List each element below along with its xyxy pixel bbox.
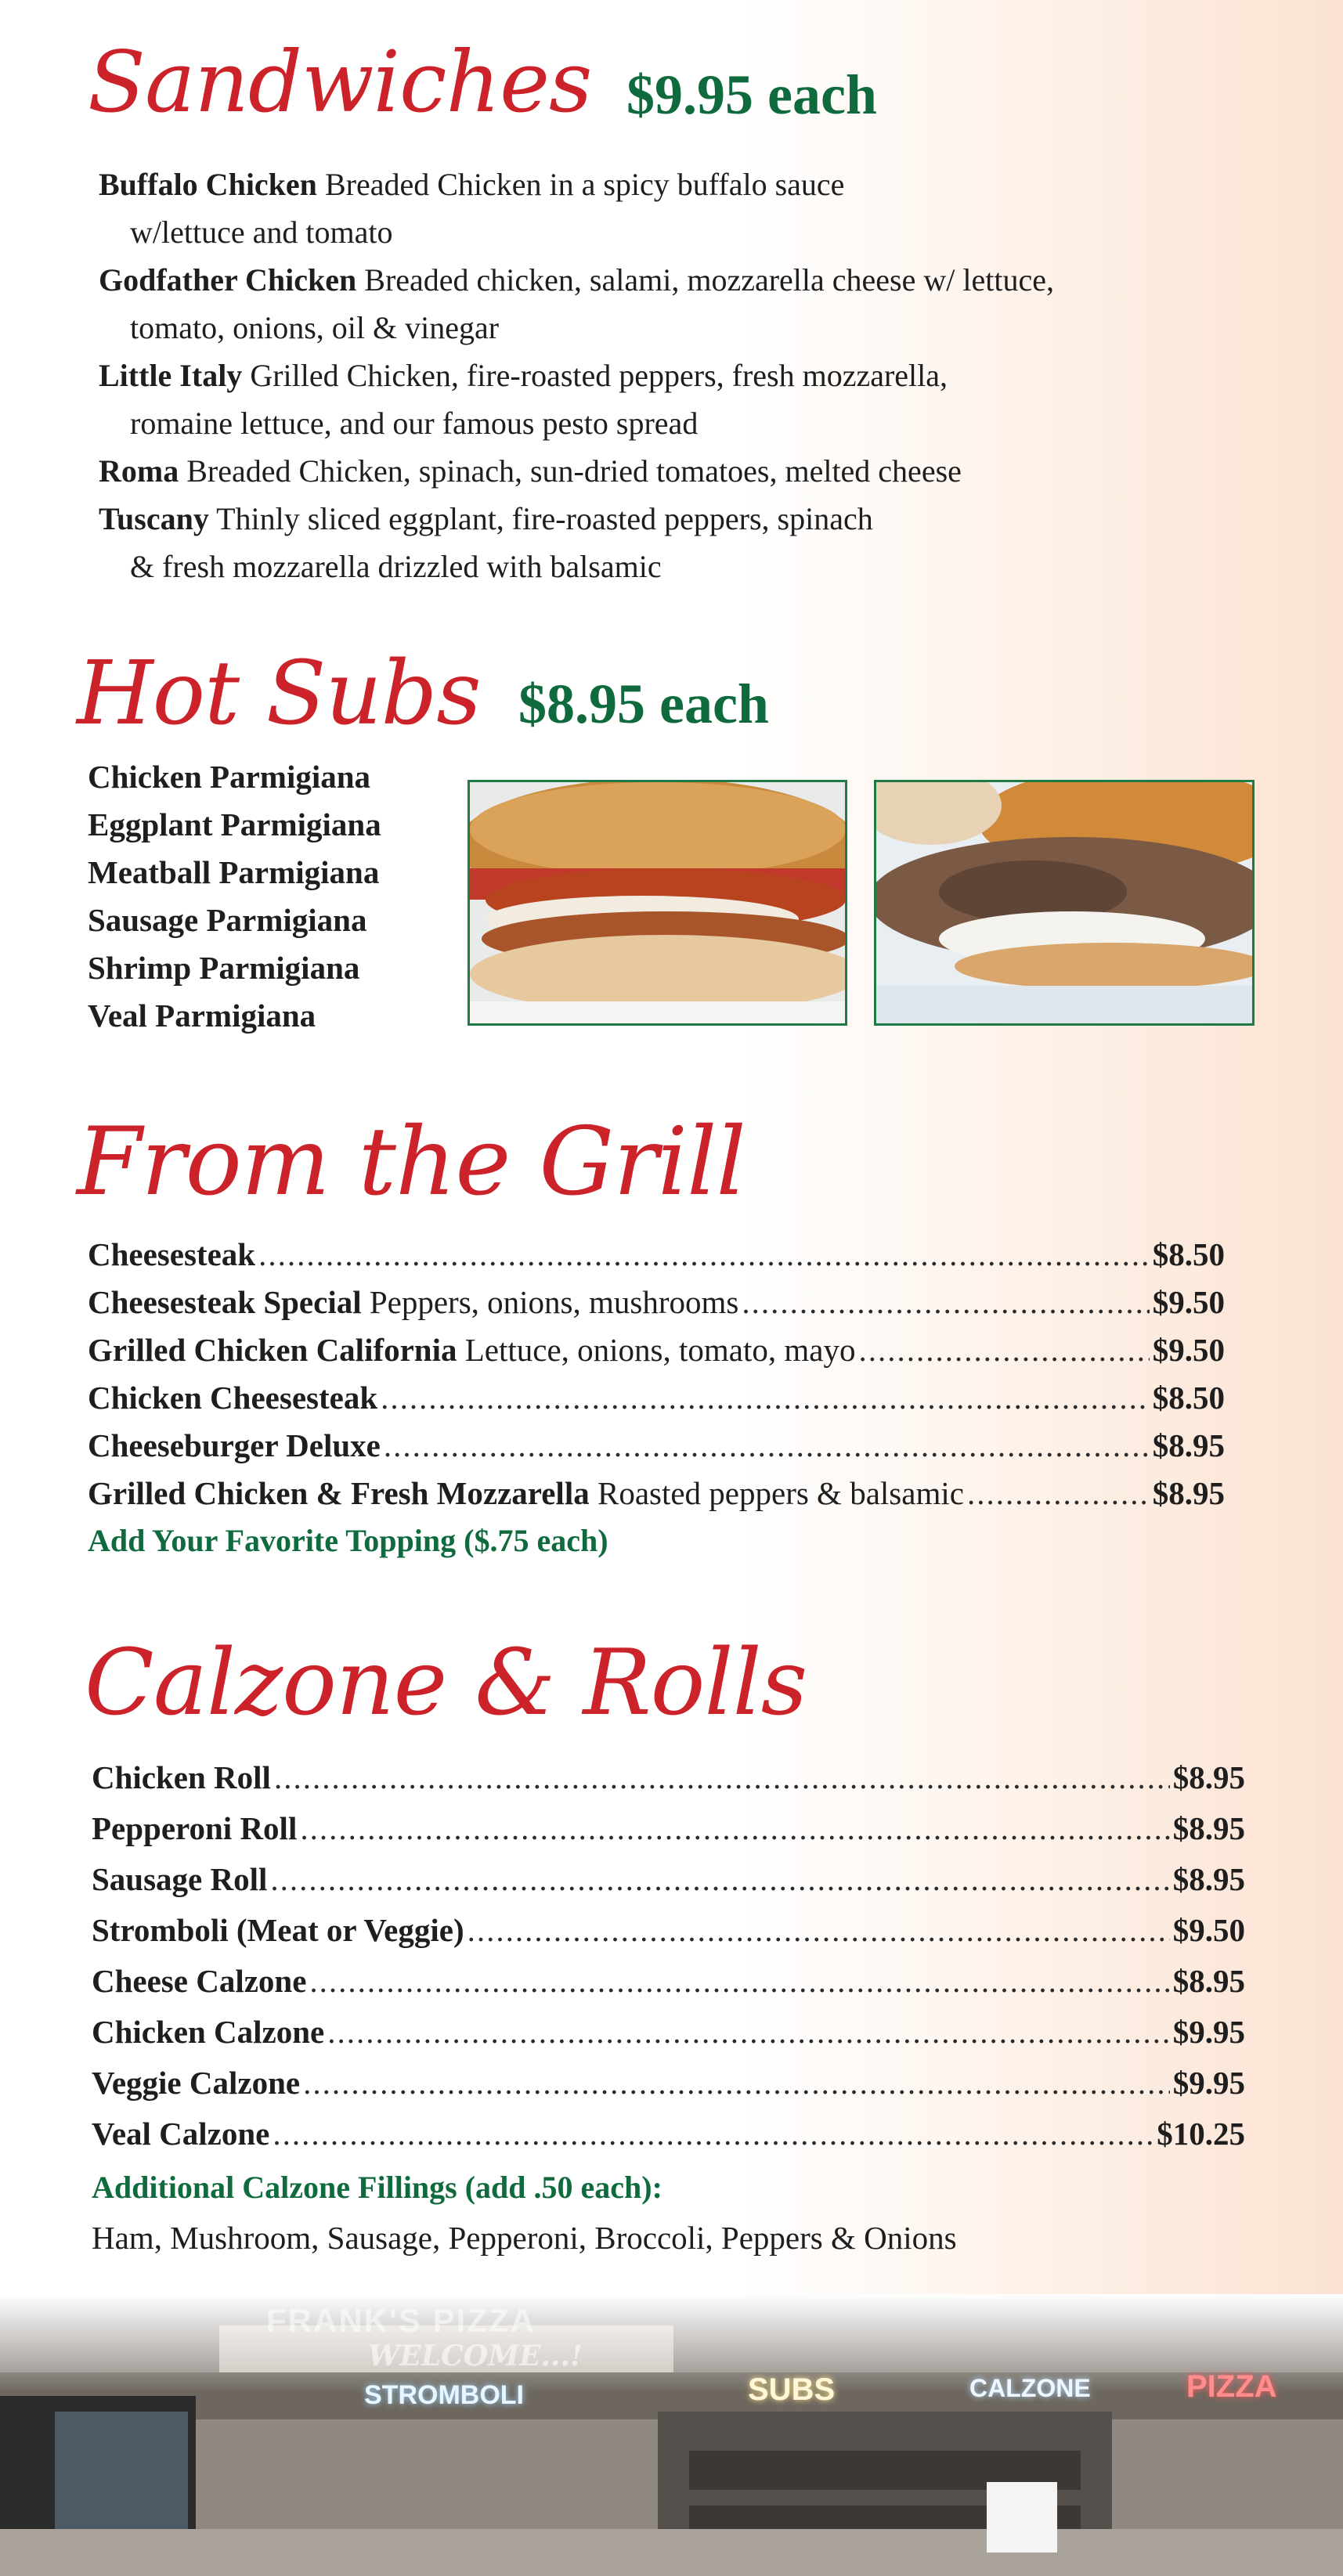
fillings-note: Additional Calzone Fillings (add .50 each):: [92, 2170, 662, 2205]
menu-row: [92, 1759, 1245, 1796]
item-name: Grilled Chicken & Fresh Mozzarella: [88, 1475, 590, 1511]
menu-row: [92, 2115, 1245, 2152]
item-description-cont: romaine lettuce, and our famous pesto spread: [130, 406, 699, 441]
item-name: Chicken Cheesesteak: [88, 1380, 378, 1416]
list-item: [99, 352, 1054, 399]
item-name: Veggie Calzone: [92, 2065, 301, 2101]
menu-row: [92, 2013, 1245, 2051]
item-description-cont: & fresh mozzarella drizzled with balsamic: [130, 549, 662, 584]
list-item: Eggplant Parmigiana: [88, 806, 381, 842]
item-description-cont: w/lettuce and tomato: [130, 215, 393, 250]
menu-row: [88, 1283, 1225, 1321]
list-item: Sausage Parmigiana: [88, 902, 367, 938]
item-name: Grilled Chicken California: [88, 1332, 457, 1368]
item-description: Breaded Chicken in a spicy buffalo sauce: [316, 167, 845, 202]
hot-subs-list: [88, 753, 381, 1040]
menu-row: [92, 1809, 1245, 1847]
cheesesteak-image: [876, 782, 1255, 1026]
item-description: Thinly sliced eggplant, fire-roasted peppers, spinach: [208, 501, 873, 536]
neon-sign-pizza: PIZZA: [1186, 2369, 1277, 2404]
list-item: Veal Parmigiana: [88, 998, 316, 1034]
item-name: Sausage Roll: [92, 1861, 268, 1897]
grill-title: From the Grill: [77, 1108, 746, 1217]
menu-row: [92, 1911, 1245, 1949]
item-description: Peppers, onions, mushrooms: [361, 1284, 739, 1320]
item-name: Cheesesteak: [88, 1236, 256, 1272]
item-price: $8.95: [1172, 1861, 1245, 1897]
item-name: Chicken Roll: [92, 1759, 271, 1795]
item-price: $8.95: [1172, 1963, 1245, 1999]
menu-row: [88, 1236, 1225, 1273]
menu-row: [92, 1962, 1245, 2000]
item-name: Stromboli (Meat or Veggie): [92, 1912, 464, 1948]
menu-row: [92, 2064, 1245, 2102]
neon-sign-calzone: CALZONE: [969, 2374, 1091, 2402]
fillings-list: Ham, Mushroom, Sausage, Pepperoni, Broccoli, Peppers & Onions: [92, 2220, 957, 2256]
item-price: $9.50: [1152, 1332, 1225, 1368]
sub-sandwich-image: [470, 782, 847, 1026]
item-name: Veal Calzone: [92, 2116, 270, 2152]
hot-subs-title: Hot Subs: [77, 643, 481, 745]
list-item: Shrimp Parmigiana: [88, 950, 360, 986]
menu-row: [88, 1331, 1225, 1369]
neon-sign-subs: SUBS: [748, 2372, 836, 2407]
store-sign: FRANK'S PIZZA: [266, 2302, 536, 2339]
topping-note: Add Your Favorite Topping ($.75 each): [88, 1523, 608, 1558]
cheesesteak-photo: [874, 780, 1255, 1026]
item-description: Roasted peppers & balsamic: [589, 1475, 964, 1511]
menu-row: [88, 1427, 1225, 1464]
item-description: Lettuce, onions, tomato, mayo: [457, 1332, 856, 1368]
item-price: $8.95: [1172, 1759, 1245, 1795]
list-item: [99, 495, 1054, 543]
list-item: Meatball Parmigiana: [88, 854, 380, 890]
sandwiches-title: Sandwiches: [88, 34, 592, 132]
item-name: Tuscany: [99, 501, 209, 536]
item-price: $9.50: [1152, 1284, 1225, 1320]
item-price: $8.95: [1152, 1475, 1225, 1511]
item-price: $9.95: [1172, 2065, 1245, 2101]
item-description-cont: tomato, onions, oil & vinegar: [130, 310, 500, 345]
item-price: $10.25: [1157, 2116, 1245, 2152]
calzone-title: Calzone & Rolls: [85, 1630, 807, 1736]
neon-sign-stromboli: STROMBOLI: [364, 2380, 524, 2410]
item-name: Cheeseburger Deluxe: [88, 1427, 381, 1463]
storefront-photo: [0, 2294, 1343, 2576]
sandwiches-list: [99, 161, 1054, 590]
item-name: Buffalo Chicken: [99, 167, 317, 202]
item-name: Chicken Calzone: [92, 2014, 325, 2050]
welcome-sign: WELCOME...!: [368, 2340, 583, 2372]
list-item: [99, 447, 1054, 495]
pizzeria-interior-image: [0, 2294, 1343, 2576]
list-item: [99, 161, 1054, 208]
menu-row: [92, 1860, 1245, 1898]
item-name: Roma: [99, 453, 179, 489]
item-description: Breaded chicken, salami, mozzarella cheese w/ lettuce,: [356, 262, 1054, 298]
chicken-parm-sub-photo: [468, 780, 847, 1026]
item-description: Grilled Chicken, fire-roasted peppers, fresh mozzarella,: [242, 358, 948, 393]
item-name: Cheesesteak Special: [88, 1284, 362, 1320]
item-price: $8.50: [1152, 1380, 1225, 1416]
item-price: $8.95: [1172, 1810, 1245, 1846]
list-item: [99, 256, 1054, 304]
item-name: Pepperoni Roll: [92, 1810, 298, 1846]
item-name: Little Italy: [99, 358, 243, 393]
item-price: $8.95: [1152, 1427, 1225, 1463]
sandwiches-price: $9.95 each: [626, 63, 877, 126]
item-description: Breaded Chicken, spinach, sun-dried tomatoes, melted cheese: [179, 453, 962, 489]
item-price: $9.50: [1172, 1912, 1245, 1948]
list-item: Chicken Parmigiana: [88, 759, 371, 795]
menu-row: [88, 1379, 1225, 1416]
item-price: $9.95: [1172, 2014, 1245, 2050]
item-name: Cheese Calzone: [92, 1963, 307, 1999]
item-name: Godfather Chicken: [99, 262, 357, 298]
menu-row: [88, 1474, 1225, 1512]
hot-subs-price: $8.95 each: [518, 673, 769, 735]
item-price: $8.50: [1152, 1236, 1225, 1272]
